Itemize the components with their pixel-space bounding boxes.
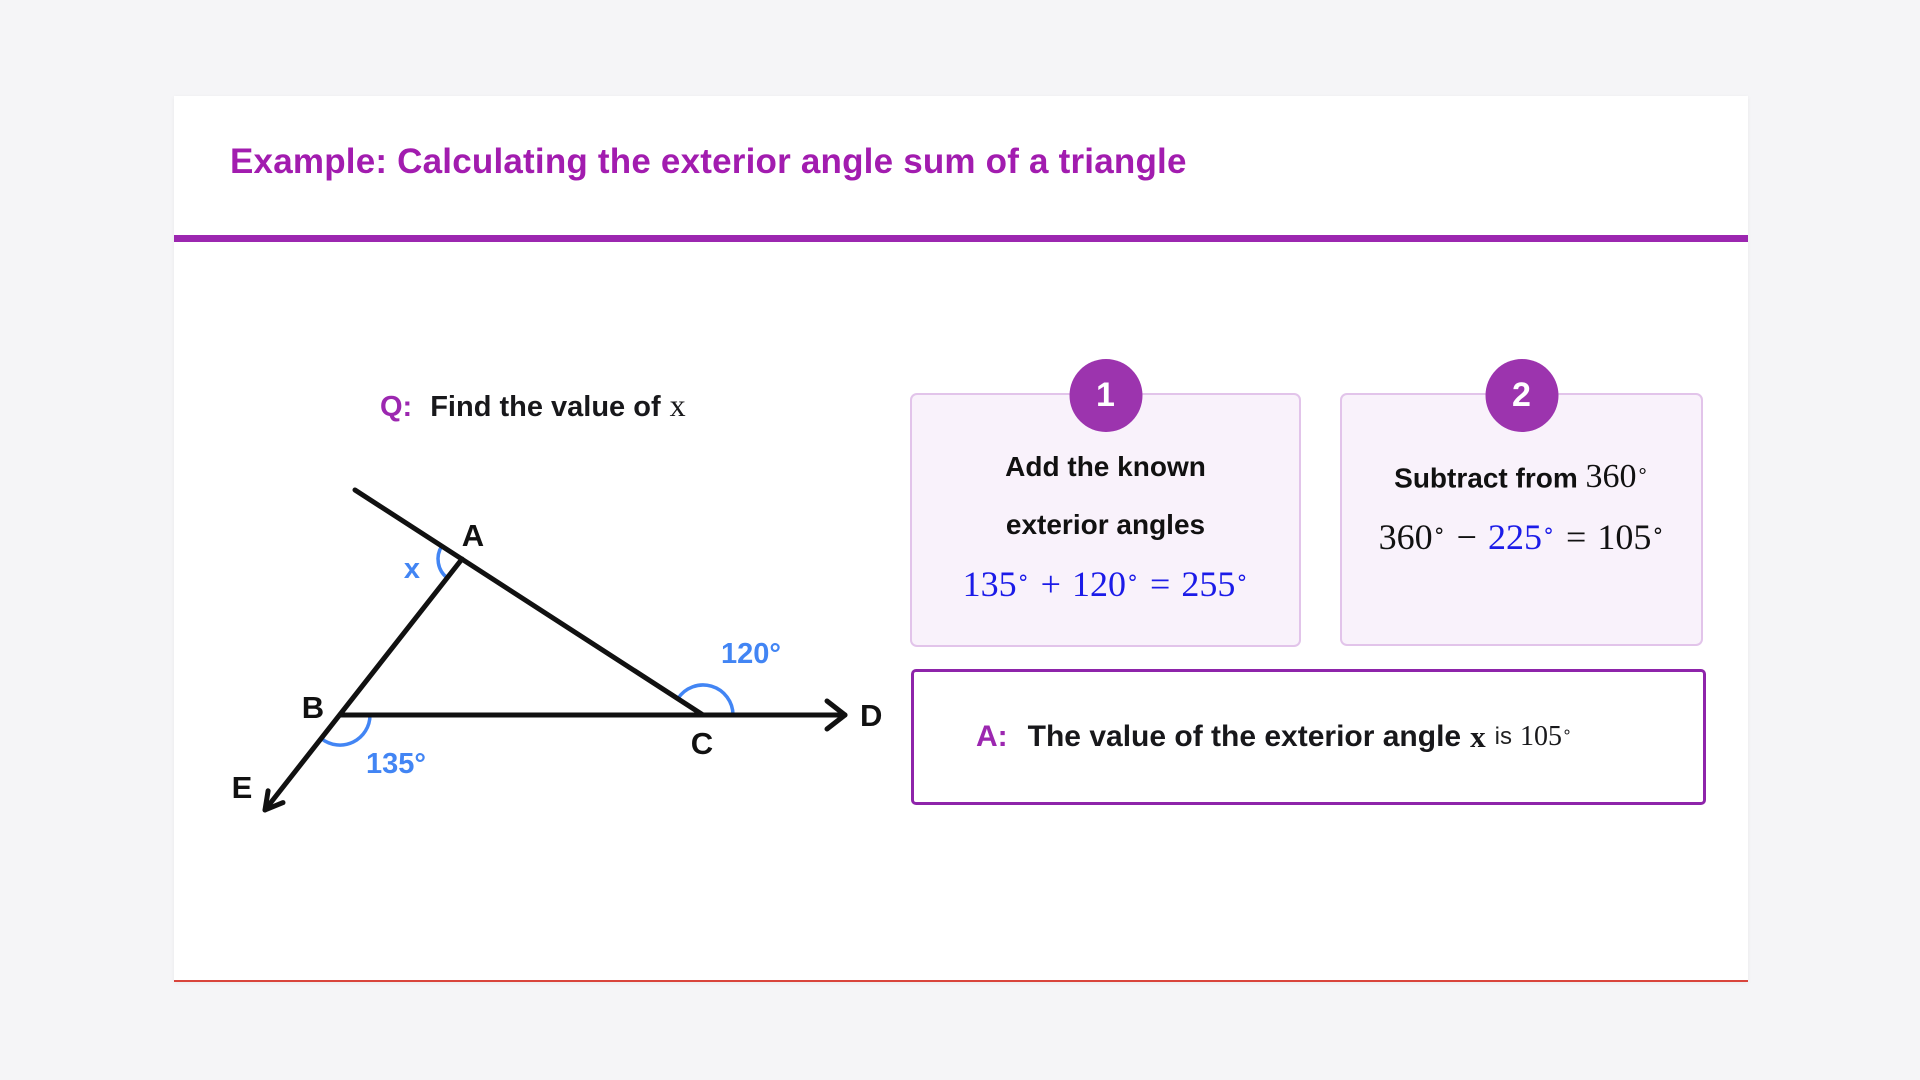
step-1-title (912, 438, 1299, 554)
degree-sign: ∘ (1016, 566, 1030, 591)
step-2-title-value (1586, 458, 1649, 495)
vertex-label-b: B (301, 690, 325, 725)
equation-result: 105 (1597, 517, 1652, 557)
equals-sign: = (1566, 517, 1587, 557)
angle-label-x: x (403, 553, 421, 585)
degree-sign: ∘ (1651, 519, 1665, 544)
line-ab-to-e (265, 559, 462, 810)
degree-sign: ∘ (1432, 519, 1446, 544)
answer-variable: x (1470, 719, 1486, 754)
lesson-card (174, 96, 1748, 982)
answer-card (911, 669, 1706, 805)
equation-term: 360 (1585, 458, 1637, 496)
line-ca-extension (355, 490, 703, 715)
step-2-number: 2 (1512, 376, 1531, 414)
answer-value (1520, 721, 1572, 753)
answer-connector: is (1494, 723, 1512, 750)
equation-result: 255 (1181, 564, 1236, 604)
angle-label-135: 135° (366, 748, 426, 780)
vertex-label-d: D (860, 698, 883, 733)
vertex-label-a: A (461, 518, 485, 553)
step-1-title-line-1: Add the known (1005, 451, 1206, 482)
equation-term-highlighted (1488, 517, 1555, 557)
degree-sign: ∘ (1561, 722, 1573, 741)
vertex-label-c: C (690, 726, 714, 761)
answer-text: The value of the exterior angle (1027, 720, 1462, 753)
answer-label: A: (976, 720, 1008, 753)
step-1-number: 1 (1096, 376, 1115, 414)
equals-sign: = (1150, 564, 1171, 604)
step-2-card (1340, 376, 1703, 646)
equation-term: 360 (1378, 517, 1433, 557)
angle-label-120: 120° (721, 638, 781, 670)
step-2-badge (1485, 359, 1558, 432)
question-line (380, 387, 686, 424)
triangle-diagram (200, 470, 900, 830)
equation-term: 135 (962, 564, 1017, 604)
minus-sign: − (1456, 517, 1477, 557)
step-1-card (910, 376, 1301, 647)
plus-sign: + (1040, 564, 1061, 604)
step-2-title-text: Subtract from (1394, 462, 1578, 494)
step-2-equation (1342, 516, 1701, 558)
title-underline (174, 235, 1748, 242)
answer-number: 105 (1519, 721, 1562, 752)
question-text: Find the value of (430, 391, 661, 423)
degree-sign: ∘ (1636, 460, 1649, 482)
question-variable: x (669, 387, 686, 423)
question-label: Q: (380, 391, 413, 423)
step-1-title-line-2: exterior angles (1005, 509, 1206, 540)
degree-sign: ∘ (1125, 566, 1140, 591)
step-1-badge (1069, 359, 1142, 432)
equation-term: 120 (1071, 564, 1126, 604)
step-2-title (1342, 453, 1701, 496)
step-1-equation (912, 563, 1299, 605)
equation-term: 225 (1487, 517, 1542, 557)
degree-sign: ∘ (1235, 566, 1249, 591)
vertex-label-e: E (231, 770, 253, 805)
page-title: Example: Calculating the exterior angle sum of a triangle (230, 142, 1187, 181)
angle-arc-c (678, 685, 733, 715)
degree-sign: ∘ (1541, 519, 1556, 544)
